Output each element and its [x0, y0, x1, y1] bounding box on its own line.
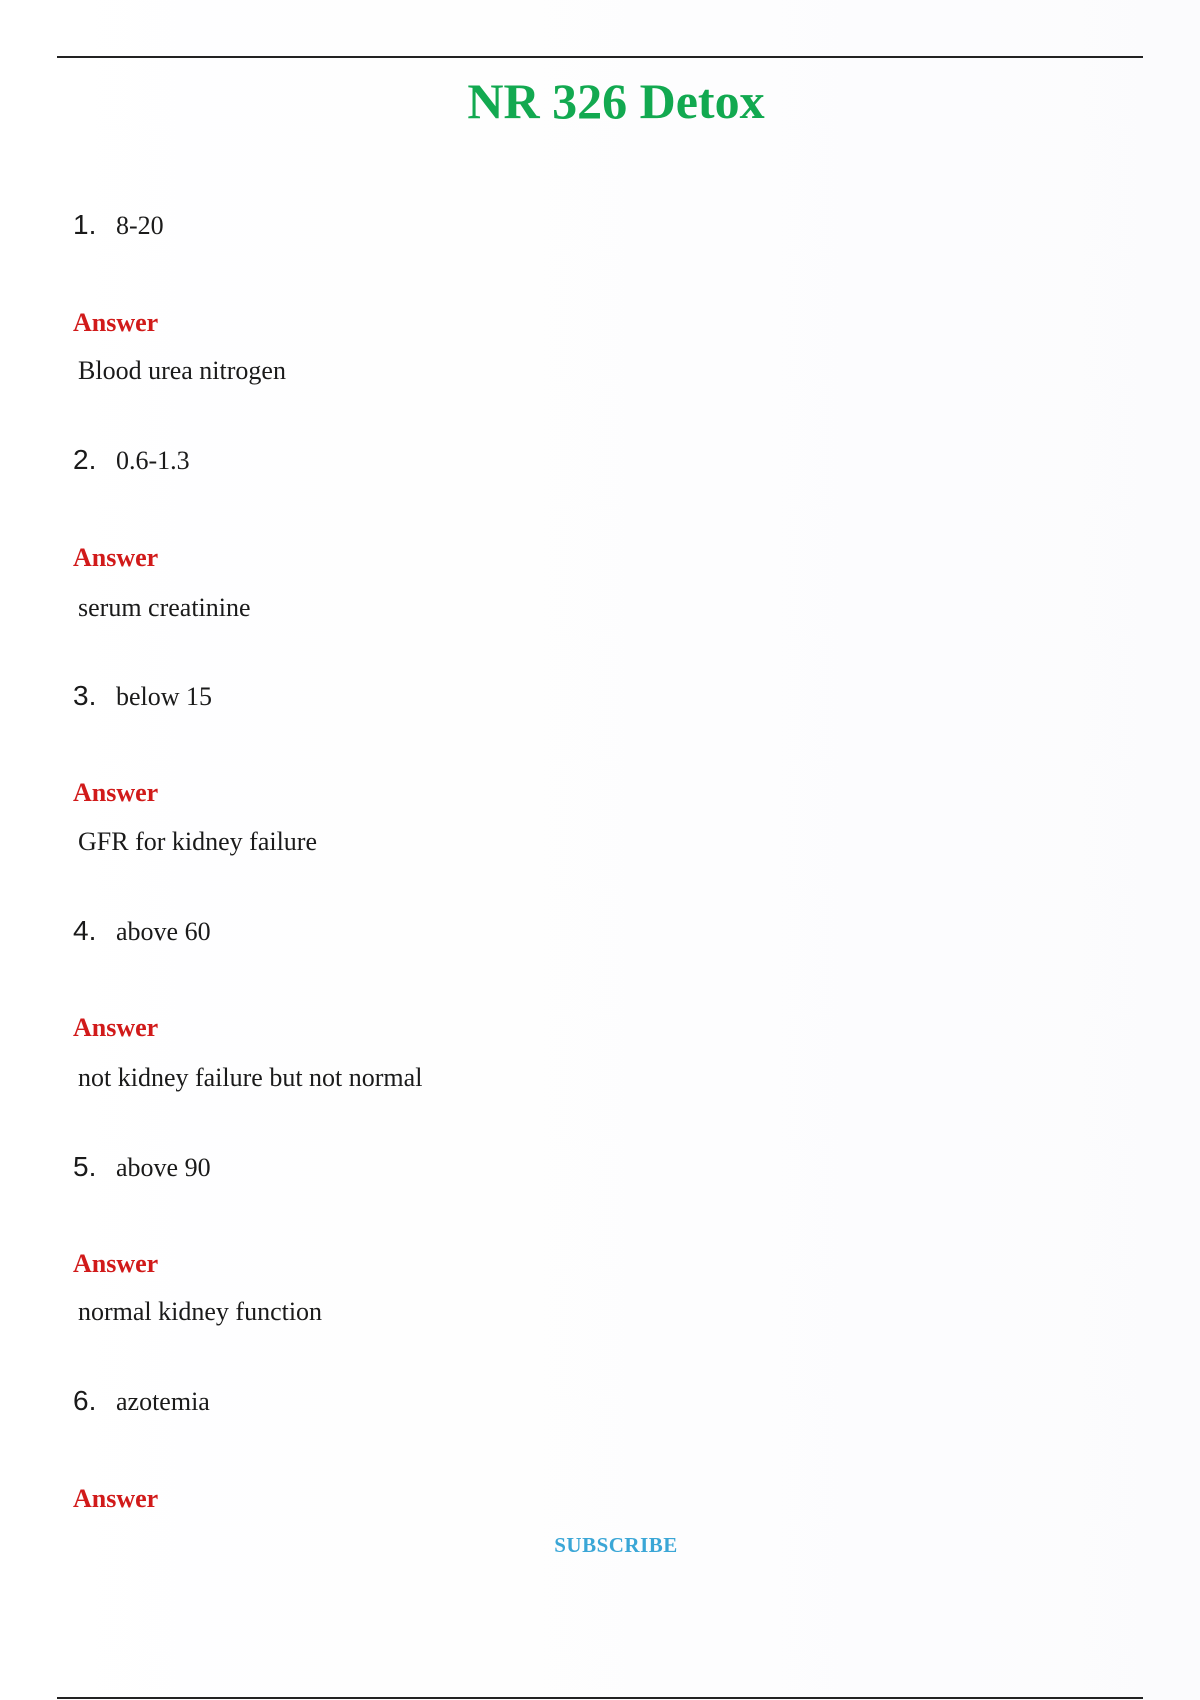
bottom-rule	[57, 1697, 1143, 1699]
answer-label: Answer	[73, 308, 159, 337]
answer-text: Blood urea nitrogen	[78, 356, 286, 385]
question-item-5	[73, 1151, 211, 1183]
question-item-3	[73, 680, 212, 712]
answer-label: Answer	[73, 1013, 159, 1042]
question-item-2	[73, 444, 190, 476]
answer-label: Answer	[73, 543, 159, 572]
question-text: above 90	[116, 1153, 211, 1182]
answer-label: Answer	[73, 778, 159, 807]
answer-text: serum creatinine	[78, 593, 251, 622]
question-text: 8-20	[116, 211, 164, 240]
question-number: 3.	[73, 680, 97, 711]
answer-label: Answer	[73, 1484, 159, 1513]
answer-label: Answer	[73, 1249, 159, 1278]
question-text: azotemia	[116, 1387, 210, 1416]
question-text: above 60	[116, 917, 211, 946]
question-number: 5.	[73, 1151, 97, 1182]
question-text: below 15	[116, 682, 213, 711]
answer-text: not kidney failure but not normal	[78, 1063, 423, 1092]
question-number: 2.	[73, 444, 97, 475]
document-title: NR 326 Detox	[467, 73, 765, 129]
question-text: 0.6-1.3	[116, 446, 190, 475]
answer-text: GFR for kidney failure	[78, 827, 318, 856]
question-number: 1.	[73, 209, 97, 240]
question-item-4	[73, 915, 211, 947]
question-item-1	[73, 209, 164, 241]
question-item-6	[73, 1385, 210, 1417]
top-rule	[57, 56, 1143, 58]
question-number: 4.	[73, 915, 97, 946]
subscribe-link[interactable]: SUBSCRIBE	[554, 1533, 678, 1557]
question-number: 6.	[73, 1385, 97, 1416]
answer-text: normal kidney function	[78, 1297, 323, 1326]
